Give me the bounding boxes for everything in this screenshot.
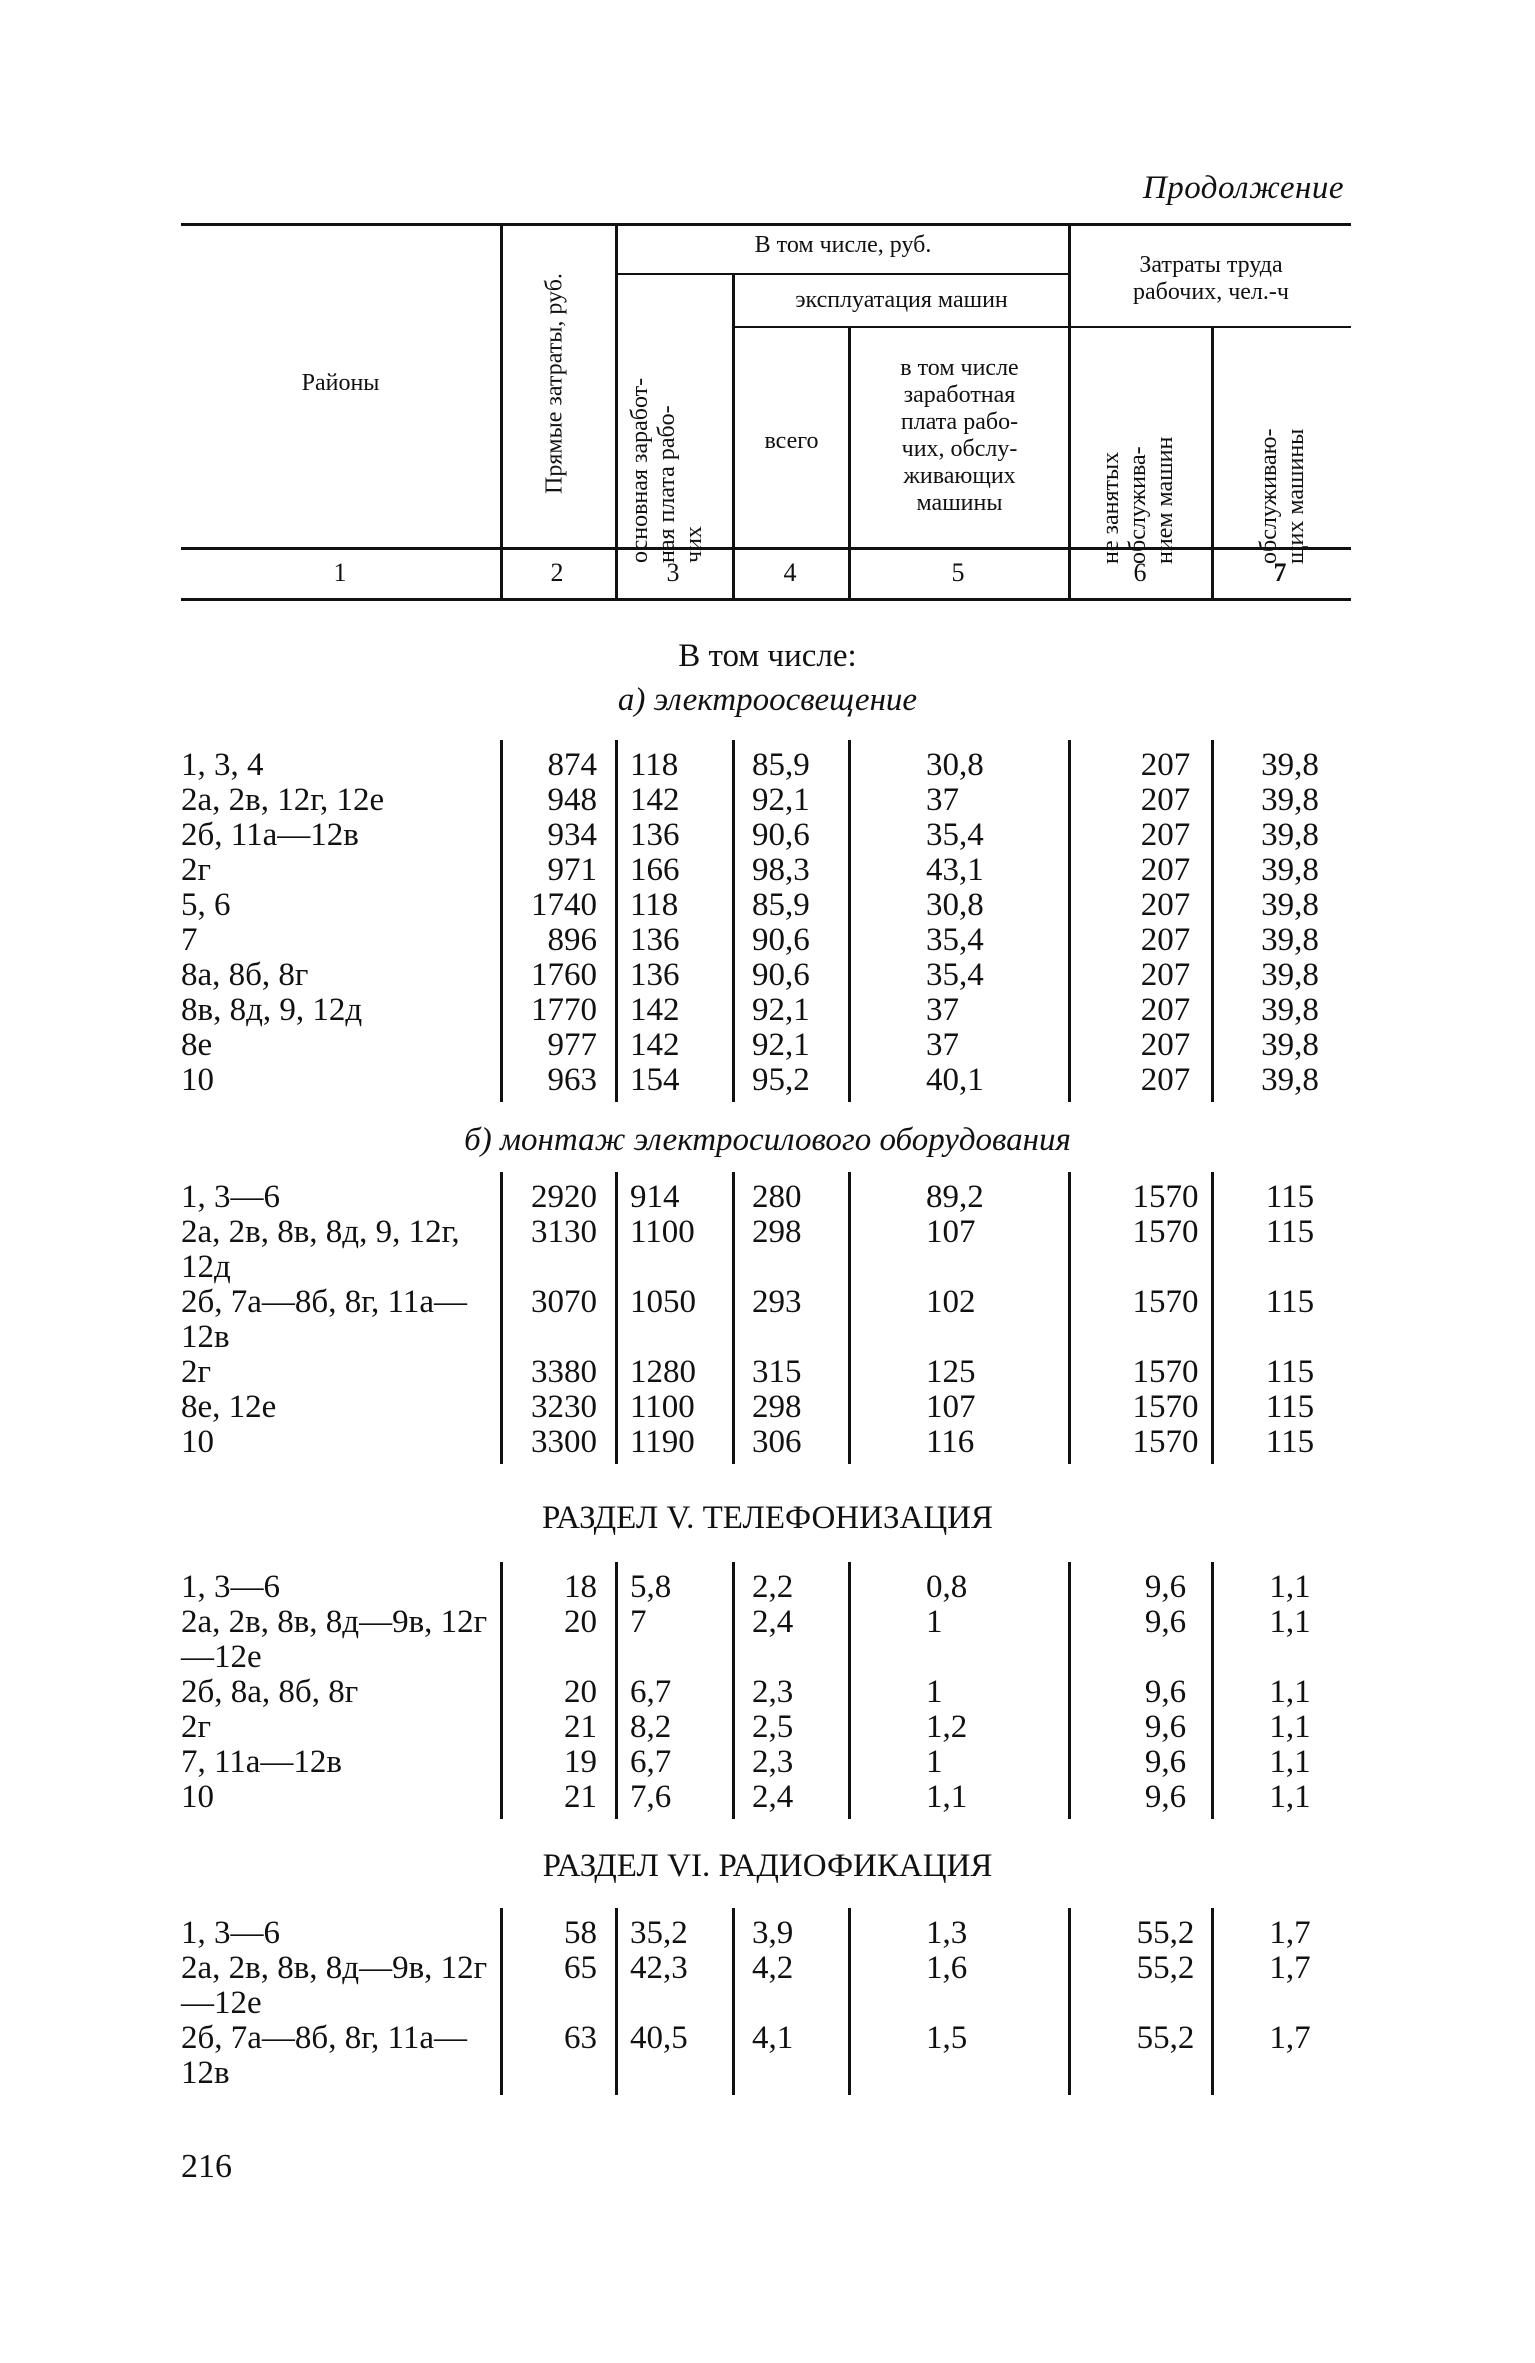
column-separator — [732, 740, 735, 1102]
value-cell-col6: 1570 — [1132, 1389, 1199, 1425]
value-cell-col2: 63 — [564, 2020, 597, 2056]
column-separator — [615, 740, 618, 1102]
value-cell-col6: 207 — [1140, 992, 1191, 1028]
district-cell: 2а, 2в, 8в, 8д—9в, 12г—12е — [181, 1604, 488, 1675]
value-cell-col7: 1,1 — [1269, 1604, 1311, 1640]
value-cell-col2: 1740 — [531, 887, 597, 923]
value-cell-col7: 39,8 — [1261, 1027, 1319, 1063]
value-cell-col6: 207 — [1140, 747, 1191, 783]
value-cell-col4: 4,1 — [752, 2020, 794, 2056]
value-cell-col5: 107 — [926, 1389, 976, 1425]
district-cell: 7 — [181, 922, 198, 958]
incl-wage-line: заработная — [903, 382, 1016, 408]
value-cell-col3: 35,2 — [630, 1915, 688, 1951]
value-cell-col7: 1,7 — [1269, 2020, 1311, 2056]
value-cell-col5: 116 — [926, 1424, 975, 1460]
header-vline-1 — [500, 226, 503, 598]
column-separator — [1068, 1172, 1071, 1464]
value-cell-col7: 1,1 — [1269, 1709, 1311, 1745]
value-cell-col7: 39,8 — [1261, 992, 1319, 1028]
district-cell: 10 — [181, 1062, 214, 1098]
value-cell-col6: 9,6 — [1144, 1779, 1187, 1815]
district-cell: 2а, 2в, 12г, 12е — [181, 782, 385, 818]
value-cell-col2: 874 — [547, 747, 597, 783]
value-cell-col3: 1050 — [630, 1284, 696, 1320]
base-wage-line: чих — [681, 526, 707, 563]
district-cell: 2а, 2в, 8в, 8д—9в, 12г—12е — [181, 1950, 488, 2021]
value-cell-col2: 1770 — [531, 992, 597, 1028]
colnum-4: 4 — [783, 558, 797, 587]
value-cell-col2: 20 — [564, 1604, 597, 1640]
incl-wage-line: машины — [916, 490, 1003, 516]
value-cell-col6: 207 — [1140, 852, 1191, 888]
value-cell-col5: 35,4 — [926, 922, 984, 958]
district-cell: 1, 3—6 — [181, 1569, 280, 1605]
value-cell-col7: 115 — [1265, 1284, 1315, 1320]
colnum-5: 5 — [951, 558, 965, 587]
district-cell: 8а, 8б, 8г — [181, 957, 309, 993]
value-cell-col3: 7,6 — [630, 1779, 672, 1815]
value-cell-col7: 115 — [1265, 1214, 1315, 1250]
value-cell-col4: 92,1 — [752, 782, 810, 818]
header-labor-costs — [1071, 252, 1351, 306]
value-cell-col4: 315 — [752, 1354, 802, 1390]
colnum-7: 7 — [1273, 558, 1287, 587]
header-not-machine — [1098, 314, 1184, 564]
value-cell-col4: 2,5 — [752, 1709, 794, 1745]
value-cell-col5: 35,4 — [926, 817, 984, 853]
value-cell-col5: 0,8 — [926, 1569, 968, 1605]
value-cell-col6: 1570 — [1132, 1284, 1199, 1320]
value-cell-col3: 154 — [630, 1062, 680, 1098]
value-cell-col5: 35,4 — [926, 957, 984, 993]
value-cell-col7: 115 — [1265, 1354, 1315, 1390]
value-cell-col3: 40,5 — [630, 2020, 688, 2056]
value-cell-col2: 977 — [547, 1027, 597, 1063]
section-title: РАЗДЕЛ V. ТЕЛЕФОНИЗАЦИЯ — [541, 1500, 994, 1536]
value-cell-col5: 125 — [926, 1354, 976, 1390]
value-cell-col2: 58 — [564, 1915, 597, 1951]
value-cell-col7: 1,7 — [1269, 1915, 1311, 1951]
district-cell: 2б, 8а, 8б, 8г — [181, 1674, 359, 1710]
value-cell-col5: 37 — [926, 782, 959, 818]
value-cell-col5: 107 — [926, 1214, 976, 1250]
value-cell-col7: 39,8 — [1261, 852, 1319, 888]
column-separator — [1068, 1562, 1071, 1819]
value-cell-col7: 115 — [1265, 1179, 1315, 1215]
column-separator — [732, 1172, 735, 1464]
value-cell-col4: 2,3 — [752, 1744, 794, 1780]
value-cell-col5: 1 — [926, 1604, 943, 1640]
value-cell-col2: 948 — [547, 782, 597, 818]
column-separator — [1211, 1908, 1214, 2095]
section-title: б) монтаж электросилового оборудования — [464, 1122, 1071, 1158]
value-cell-col6: 207 — [1140, 957, 1191, 993]
value-cell-col6: 207 — [1140, 817, 1191, 853]
value-cell-col5: 1 — [926, 1674, 943, 1710]
colnum-6: 6 — [1133, 558, 1147, 587]
column-separator — [848, 1172, 851, 1464]
column-separator — [500, 1908, 503, 2095]
not-machine-line: обслужива- — [1125, 446, 1151, 564]
value-cell-col7: 39,8 — [1261, 922, 1319, 958]
intro-text: В том числе: — [678, 638, 857, 674]
value-cell-col4: 306 — [752, 1424, 802, 1460]
value-cell-col3: 8,2 — [630, 1709, 672, 1745]
value-cell-col6: 55,2 — [1136, 1915, 1195, 1951]
value-cell-col5: 37 — [926, 992, 959, 1028]
value-cell-col3: 1190 — [630, 1424, 695, 1460]
column-separator — [848, 740, 851, 1102]
value-cell-col3: 42,3 — [630, 1950, 688, 1986]
value-cell-col3: 136 — [630, 817, 680, 853]
district-cell: 2б, 11а—12в — [181, 817, 359, 853]
value-cell-col2: 21 — [564, 1709, 597, 1745]
value-cell-col6: 9,6 — [1144, 1744, 1187, 1780]
value-cell-col3: 5,8 — [630, 1569, 672, 1605]
value-cell-col3: 1100 — [630, 1389, 695, 1425]
header-base-wage — [627, 293, 713, 563]
district-cell: 2г — [181, 1709, 212, 1745]
value-cell-col6: 1570 — [1132, 1179, 1199, 1215]
value-cell-col5: 1,5 — [926, 2020, 968, 2056]
including-sub-rule — [618, 273, 1068, 275]
header-vline-2 — [615, 226, 618, 598]
header-vline-6 — [1211, 328, 1214, 598]
value-cell-col7: 115 — [1265, 1424, 1315, 1460]
value-cell-col4: 95,2 — [752, 1062, 810, 1098]
colnum-bottom-rule — [181, 598, 1351, 601]
value-cell-col4: 90,6 — [752, 957, 810, 993]
value-cell-col3: 142 — [630, 992, 680, 1028]
value-cell-col4: 293 — [752, 1284, 802, 1320]
value-cell-col4: 298 — [752, 1214, 802, 1250]
value-cell-col3: 6,7 — [630, 1744, 672, 1780]
incl-wage-line: в том числе — [900, 355, 1019, 381]
value-cell-col3: 6,7 — [630, 1674, 672, 1710]
machines-sub-rule — [732, 326, 1068, 328]
labor-costs-line: Затраты труда — [1139, 252, 1283, 278]
header-total: всего — [764, 428, 819, 454]
value-cell-col4: 3,9 — [752, 1915, 794, 1951]
header-machine-operators — [1256, 314, 1314, 564]
value-cell-col3: 118 — [630, 887, 679, 923]
column-separator — [500, 1562, 503, 1819]
not-machine-line: нием машин — [1152, 436, 1178, 564]
value-cell-col6: 9,6 — [1144, 1569, 1187, 1605]
column-separator — [615, 1562, 618, 1819]
value-cell-col5: 89,2 — [926, 1179, 984, 1215]
column-separator — [500, 1172, 503, 1464]
machine-operators-line: щих машины — [1283, 428, 1309, 564]
value-cell-col5: 102 — [926, 1284, 976, 1320]
district-cell: 2г — [181, 1354, 212, 1390]
incl-wage-line: чих, обслу- — [901, 436, 1018, 462]
machine-operators-line: обслуживаю- — [1256, 428, 1282, 564]
value-cell-col5: 30,8 — [926, 887, 984, 923]
column-separator — [1068, 1908, 1071, 2095]
not-machine-line: не занятых — [1098, 451, 1124, 564]
value-cell-col2: 19 — [564, 1744, 597, 1780]
district-cell: 1, 3—6 — [181, 1915, 280, 1951]
district-cell: 1, 3, 4 — [181, 747, 264, 783]
value-cell-col2: 934 — [547, 817, 597, 853]
continuation-label: Продолжение — [1142, 170, 1344, 206]
value-cell-col4: 92,1 — [752, 992, 810, 1028]
value-cell-col4: 92,1 — [752, 1027, 810, 1063]
column-separator — [848, 1908, 851, 2095]
header-direct-costs: Прямые затраты, руб. — [541, 273, 568, 494]
page-number: 216 — [181, 2148, 232, 2185]
value-cell-col2: 896 — [547, 922, 597, 958]
value-cell-col6: 1570 — [1132, 1354, 1199, 1390]
value-cell-col5: 37 — [926, 1027, 959, 1063]
district-cell: 2б, 7а—8б, 8г, 11а—12в — [181, 2020, 467, 2091]
value-cell-col4: 90,6 — [752, 922, 810, 958]
district-cell: 8е, 12е — [181, 1389, 277, 1425]
value-cell-col5: 1 — [926, 1744, 943, 1780]
district-cell: 2г — [181, 852, 212, 888]
district-cell: 10 — [181, 1424, 214, 1460]
section-title: РАЗДЕЛ VI. РАДИОФИКАЦИЯ — [542, 1848, 993, 1884]
value-cell-col2: 1760 — [531, 957, 597, 993]
column-separator — [615, 1908, 618, 2095]
column-separator — [615, 1172, 618, 1464]
header-top-rule — [181, 223, 1351, 226]
value-cell-col7: 1,1 — [1269, 1569, 1311, 1605]
district-cell: 1, 3—6 — [181, 1179, 280, 1215]
value-cell-col2: 3130 — [531, 1214, 597, 1250]
value-cell-col3: 142 — [630, 1027, 680, 1063]
header-including-rub: В том числе, руб. — [754, 232, 932, 258]
colnum-1: 1 — [333, 558, 347, 587]
district-cell: 7, 11а—12в — [181, 1744, 343, 1780]
district-cell: 10 — [181, 1779, 214, 1815]
value-cell-col7: 39,8 — [1261, 957, 1319, 993]
value-cell-col6: 55,2 — [1136, 1950, 1195, 1986]
column-separator — [848, 1562, 851, 1819]
value-cell-col6: 9,6 — [1144, 1604, 1187, 1640]
colnum-3: 3 — [666, 558, 680, 587]
value-cell-col5: 40,1 — [926, 1062, 984, 1098]
value-cell-col4: 2,4 — [752, 1779, 794, 1815]
value-cell-col5: 1,1 — [926, 1779, 968, 1815]
colnum-2: 2 — [550, 558, 564, 587]
value-cell-col4: 4,2 — [752, 1950, 794, 1986]
value-cell-col4: 2,4 — [752, 1604, 794, 1640]
column-separator — [732, 1908, 735, 2095]
value-cell-col4: 280 — [752, 1179, 802, 1215]
column-separator — [1211, 740, 1214, 1102]
column-separator — [732, 1562, 735, 1819]
value-cell-col2: 3070 — [531, 1284, 597, 1320]
value-cell-col4: 85,9 — [752, 887, 810, 923]
column-separator — [500, 740, 503, 1102]
header-districts: Районы — [301, 370, 380, 396]
header-incl-wage — [851, 355, 1068, 517]
value-cell-col2: 20 — [564, 1674, 597, 1710]
base-wage-line: основная заработ- — [627, 377, 653, 563]
value-cell-col3: 914 — [630, 1179, 680, 1215]
value-cell-col5: 43,1 — [926, 852, 984, 888]
value-cell-col7: 39,8 — [1261, 817, 1319, 853]
value-cell-col3: 1100 — [630, 1214, 695, 1250]
value-cell-col6: 9,6 — [1144, 1674, 1187, 1710]
value-cell-col3: 142 — [630, 782, 680, 818]
value-cell-col5: 1,2 — [926, 1709, 968, 1745]
value-cell-col7: 39,8 — [1261, 1062, 1319, 1098]
column-separator — [1068, 740, 1071, 1102]
value-cell-col2: 21 — [564, 1779, 597, 1815]
district-cell: 8в, 8д, 9, 12д — [181, 992, 363, 1028]
value-cell-col5: 30,8 — [926, 747, 984, 783]
value-cell-col7: 1,1 — [1269, 1744, 1311, 1780]
value-cell-col7: 1,1 — [1269, 1779, 1311, 1815]
value-cell-col7: 1,7 — [1269, 1950, 1311, 1986]
value-cell-col6: 207 — [1140, 1062, 1191, 1098]
column-separator — [1211, 1172, 1214, 1464]
value-cell-col2: 3380 — [531, 1354, 597, 1390]
district-cell: 2б, 7а—8б, 8г, 11а—12в — [181, 1284, 467, 1355]
value-cell-col5: 1,3 — [926, 1915, 968, 1951]
value-cell-col3: 1280 — [630, 1354, 696, 1390]
value-cell-col2: 65 — [564, 1950, 597, 1986]
district-cell: 2а, 2в, 8в, 8д, 9, 12г, 12д — [181, 1214, 460, 1285]
value-cell-col6: 1570 — [1132, 1214, 1199, 1250]
value-cell-col3: 7 — [630, 1604, 647, 1640]
value-cell-col6: 207 — [1140, 782, 1191, 818]
value-cell-col4: 298 — [752, 1389, 802, 1425]
value-cell-col3: 136 — [630, 957, 680, 993]
value-cell-col6: 207 — [1140, 887, 1191, 923]
value-cell-col4: 85,9 — [752, 747, 810, 783]
value-cell-col7: 115 — [1265, 1389, 1315, 1425]
value-cell-col7: 1,1 — [1269, 1674, 1311, 1710]
header-machine-operation: эксплуатация машин — [795, 287, 1008, 313]
incl-wage-line: живающих — [903, 463, 1016, 489]
value-cell-col6: 207 — [1140, 922, 1191, 958]
value-cell-col2: 963 — [547, 1062, 597, 1098]
value-cell-col2: 2920 — [531, 1179, 597, 1215]
value-cell-col2: 3300 — [531, 1424, 597, 1460]
value-cell-col7: 39,8 — [1261, 887, 1319, 923]
value-cell-col2: 18 — [564, 1569, 597, 1605]
value-cell-col3: 136 — [630, 922, 680, 958]
value-cell-col6: 55,2 — [1136, 2020, 1195, 2056]
value-cell-col2: 971 — [547, 852, 597, 888]
value-cell-col5: 1,6 — [926, 1950, 968, 1986]
value-cell-col6: 9,6 — [1144, 1709, 1187, 1745]
value-cell-col4: 98,3 — [752, 852, 810, 888]
value-cell-col4: 90,6 — [752, 817, 810, 853]
value-cell-col4: 2,3 — [752, 1674, 794, 1710]
value-cell-col7: 39,8 — [1261, 782, 1319, 818]
section-title: а) электроосвещение — [617, 682, 918, 718]
column-separator — [1211, 1562, 1214, 1819]
value-cell-col6: 207 — [1140, 1027, 1191, 1063]
district-cell: 5, 6 — [181, 887, 231, 923]
value-cell-col7: 39,8 — [1261, 747, 1319, 783]
incl-wage-line: плата рабо- — [900, 409, 1019, 435]
labor-costs-line: рабочих, чел.-ч — [1133, 279, 1289, 305]
value-cell-col6: 1570 — [1132, 1424, 1199, 1460]
value-cell-col2: 3230 — [531, 1389, 597, 1425]
district-cell: 8е — [181, 1027, 213, 1063]
base-wage-line: ная плата рабо- — [654, 405, 680, 563]
value-cell-col3: 166 — [630, 852, 680, 888]
value-cell-col3: 118 — [630, 747, 679, 783]
value-cell-col4: 2,2 — [752, 1569, 794, 1605]
